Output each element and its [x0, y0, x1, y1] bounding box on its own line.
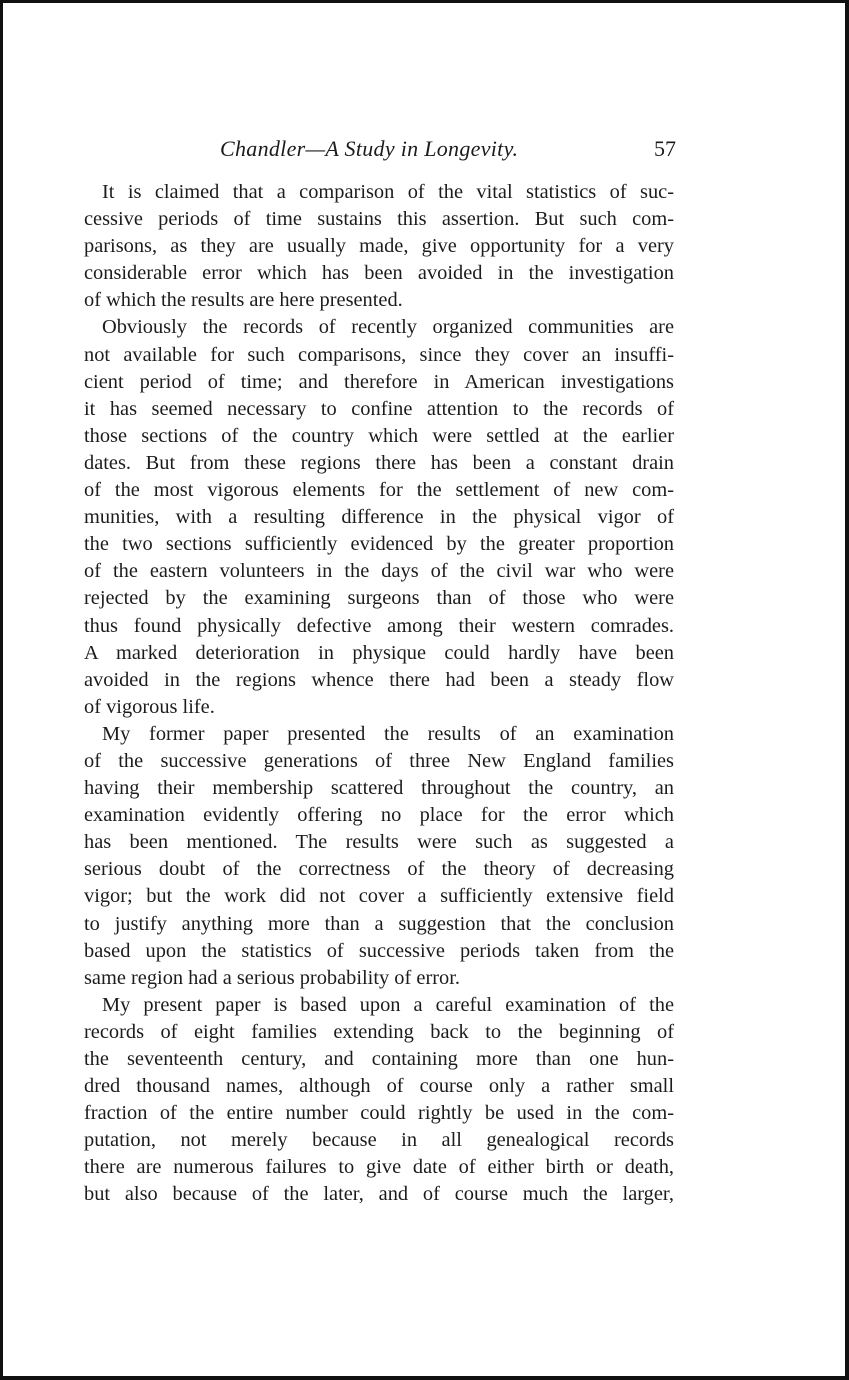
text-line: not available for such comparisons, since they cover an insuffi- — [84, 343, 674, 366]
text-line: avoided in the regions whence there had been a steady flow — [84, 668, 674, 691]
text-line: based upon the statistics of successive periods taken from the — [84, 939, 674, 962]
text-line: My former paper presented the results of an examination — [102, 722, 674, 745]
text-line: munities, with a resulting difference in the physical vigor of — [84, 506, 674, 529]
text-line: it has seemed necessary to confine attention to the records of — [84, 397, 674, 420]
text-line: cient period of time; and therefore in American investigations — [84, 370, 674, 393]
text-line: parisons, as they are usually made, give opportunity for a very — [84, 235, 674, 258]
text-line: of vigorous life. — [84, 695, 215, 718]
text-line: of the successive generations of three New England families — [84, 749, 674, 772]
paragraph — [84, 179, 674, 314]
text-line: rejected by the examining surgeons than of those who were — [84, 587, 674, 610]
text-line: but also because of the later, and of course much the larger, — [84, 1183, 674, 1206]
text-line: dates. But from these regions there has been a constant drain — [84, 451, 674, 474]
text-line: considerable error which has been avoided in the investigation — [84, 262, 674, 285]
paragraph — [84, 992, 674, 1209]
text-line: records of eight families extending back to the beginning of — [84, 1020, 674, 1043]
running-title: Chandler—A Study in Longevity. — [220, 136, 519, 161]
text-line: the seventeenth century, and containing more than one hun- — [84, 1048, 674, 1070]
text-line: cessive periods of time sustains this assertion. But such com- — [84, 208, 674, 231]
text-line: serious doubt of the correctness of the theory of decreasing — [84, 858, 674, 881]
text-line: fraction of the entire number could rightly be used in the com- — [84, 1102, 674, 1125]
text-line: It is claimed that a comparison of the vital statistics of suc- — [102, 181, 674, 203]
text-line: My present paper is based upon a careful examination of the — [102, 993, 674, 1016]
text-line: those sections of the country which were settled at the earlier — [84, 424, 674, 447]
text-line: there are numerous failures to give date of either birth or death, — [84, 1156, 674, 1179]
text-line: same region had a serious probability of error. — [84, 966, 460, 989]
text-line: of which the results are here presented. — [84, 289, 403, 312]
text-line: has been mentioned. The results were such as suggested a — [84, 831, 674, 854]
text-line: examination evidently offering no place for the error which — [84, 804, 674, 827]
text-line: putation, not merely because in all genealogical records — [84, 1129, 674, 1152]
text-line: having their membership scattered throughout the country, an — [84, 777, 674, 800]
text-line: to justify anything more than a suggestion that the conclusion — [84, 912, 674, 935]
page-number: 57 — [654, 136, 676, 161]
text-line: of the eastern volunteers in the days of the civil war who were — [84, 560, 674, 583]
text-line: dred thousand names, although of course only a rather small — [84, 1075, 674, 1098]
body-text — [84, 179, 674, 1209]
paragraph — [84, 721, 674, 992]
text-line: Obviously the records of recently organized communities are — [102, 316, 674, 339]
paragraph — [84, 314, 674, 720]
text-line: thus found physically defective among their western comrades. — [84, 614, 674, 637]
text-line: A marked deterioration in physique could hardly have been — [84, 641, 674, 664]
text-line: vigor; but the work did not cover a sufficiently extensive field — [84, 885, 674, 908]
text-line: the two sections sufficiently evidenced by the greater proportion — [84, 533, 674, 556]
text-line: of the most vigorous elements for the settlement of new com- — [84, 479, 674, 502]
page-header — [84, 136, 676, 168]
